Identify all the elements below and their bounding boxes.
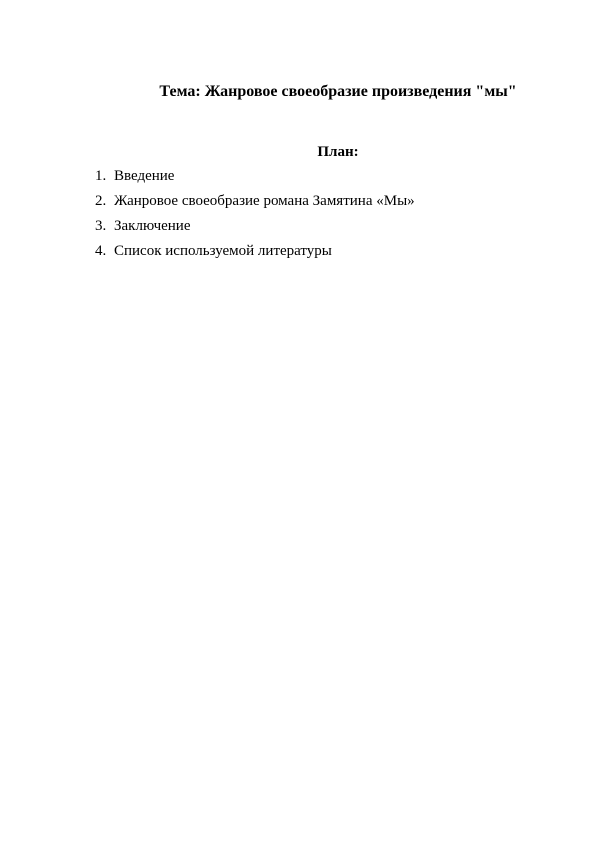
plan-item-references: [95, 239, 415, 264]
document-title: Тема: Жанровое своеобразие произведения "мы": [159, 83, 517, 100]
plan-item-conclusion: [95, 214, 415, 239]
plan-item-introduction: [95, 164, 415, 189]
plan-item-number: 4.: [95, 243, 107, 259]
plan-item-number: 2.: [95, 193, 107, 209]
plan-item-text: Список используемой литературы: [114, 243, 332, 259]
plan-item-number: 3.: [95, 218, 107, 234]
plan-heading: План:: [317, 144, 359, 160]
plan-item-text: Заключение: [114, 218, 191, 234]
plan-list: [95, 164, 415, 264]
plan-item-text: Жанровое своеобразие романа Замятина «Мы»: [114, 193, 415, 209]
plan-item-text: Введение: [114, 168, 175, 184]
plan-item-genre: [95, 189, 415, 214]
plan-item-number: 1.: [95, 168, 107, 184]
